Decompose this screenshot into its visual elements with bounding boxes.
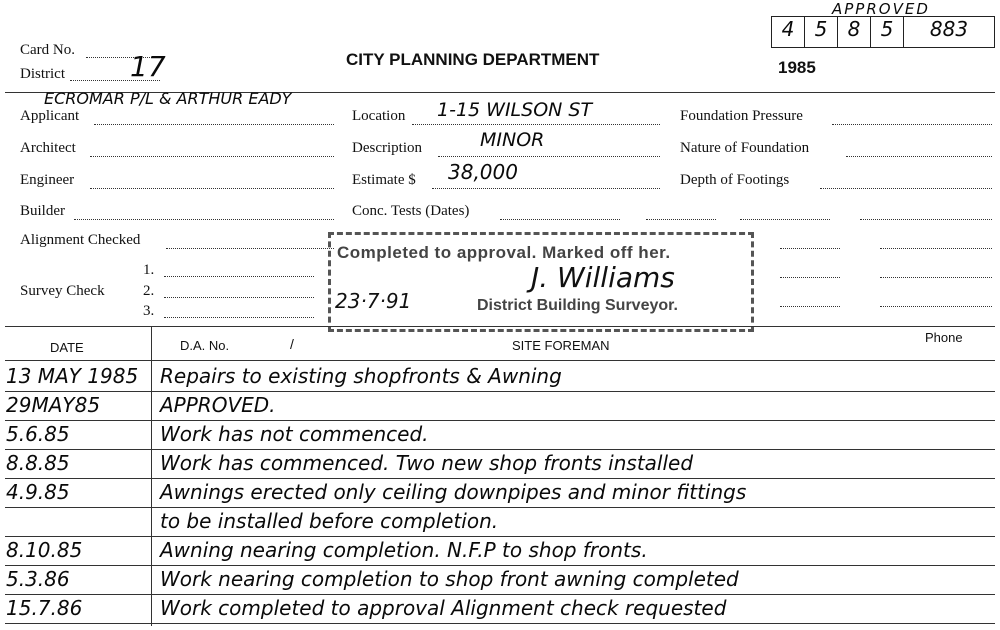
survey-1-label: 1.: [143, 262, 155, 278]
depth-footings-line: [820, 188, 992, 189]
phone-header: Phone: [925, 330, 963, 345]
log-row-text: Work completed to approval Alignment check requested: [160, 596, 727, 620]
log-row-text: APPROVED.: [160, 393, 276, 417]
alignment-line: [166, 248, 334, 249]
log-row-text: Awning nearing completion. N.F.P to shop fronts.: [160, 538, 648, 562]
nature-foundation-label: Nature of Foundation: [680, 140, 810, 156]
description-line: [438, 156, 660, 157]
conc-tests-label: Conc. Tests (Dates): [352, 203, 470, 219]
survey-2-line: [164, 297, 314, 298]
card-no-label: Card No.: [20, 42, 75, 58]
applicant-line: [94, 124, 334, 125]
blank-line: [780, 306, 840, 307]
log-row-date: 8.10.85: [6, 538, 83, 562]
log-row-rule: [5, 507, 995, 508]
estimate-label: Estimate $: [352, 172, 416, 188]
log-row-date: 29MAY85: [6, 393, 101, 417]
date-column-divider: [151, 326, 152, 626]
stamp-date: 23·7·91: [335, 289, 412, 313]
log-row-rule: [5, 536, 995, 537]
log-row-text: Work has commenced. Two new shop fronts installed: [160, 451, 694, 475]
approved-stamp: APPROVED: [832, 0, 930, 18]
conc-line-3: [740, 219, 830, 220]
log-row-rule: [5, 623, 995, 624]
log-row-text: Repairs to existing shopfronts & Awning: [160, 364, 562, 388]
log-row-text: Work nearing completion to shop front awning completed: [160, 567, 739, 591]
log-row-date: 15.7.86: [6, 596, 83, 620]
log-row-date: 5.3.86: [6, 567, 70, 591]
district-value: 17: [130, 50, 166, 83]
conc-line-1: [500, 219, 620, 220]
log-row-date: 8.8.85: [6, 451, 70, 475]
location-label: Location: [352, 108, 406, 124]
blank-line: [780, 248, 840, 249]
log-row-rule: [5, 391, 995, 392]
log-row-date: 4.9.85: [6, 480, 70, 504]
year: 1985: [778, 58, 816, 77]
log-row-date: 5.6.85: [6, 422, 70, 446]
log-row-text: Work has not commenced.: [160, 422, 429, 446]
blank-line: [780, 277, 840, 278]
approval-box: 5: [871, 17, 904, 47]
stamp-line-1: Completed to approval. Marked off her.: [337, 243, 671, 262]
log-row-rule: [5, 594, 995, 595]
survey-3-line: [164, 317, 314, 318]
approval-box: 8: [838, 17, 871, 47]
builder-label: Builder: [20, 203, 65, 219]
district-label: District: [20, 66, 65, 82]
engineer-line: [90, 188, 334, 189]
alignment-label: Alignment Checked: [20, 232, 141, 248]
conc-line-4: [860, 219, 992, 220]
blank-line: [880, 248, 992, 249]
site-foreman-header: SITE FOREMAN: [512, 338, 610, 353]
log-row-rule: [5, 420, 995, 421]
builder-line: [74, 219, 334, 220]
da-slash: /: [290, 336, 294, 352]
approval-box: 5: [805, 17, 838, 47]
survey-2-label: 2.: [143, 283, 155, 299]
foundation-pressure-line: [832, 124, 992, 125]
depth-footings-label: Depth of Footings: [680, 172, 790, 188]
log-row-text: Awnings erected only ceiling downpipes and minor fittings: [160, 480, 747, 504]
stamp-signature: J. Williams: [531, 261, 675, 294]
foundation-pressure-label: Foundation Pressure: [680, 108, 803, 124]
location-line: [412, 124, 660, 125]
da-no-header: D.A. No.: [180, 338, 230, 353]
description-value: MINOR: [480, 129, 545, 151]
log-top-rule: [5, 326, 995, 327]
location-value: 1-15 WILSON ST: [437, 99, 593, 121]
log-row-rule: [5, 449, 995, 450]
blank-line: [880, 277, 992, 278]
survey-1-line: [164, 276, 314, 277]
stamp-role: District Building Surveyor.: [477, 297, 678, 314]
description-label: Description: [352, 140, 422, 156]
blank-line: [880, 306, 992, 307]
log-row-rule: [5, 478, 995, 479]
architect-label: Architect: [20, 140, 76, 156]
architect-line: [90, 156, 334, 157]
completion-stamp: [328, 232, 754, 332]
approval-box: 883: [929, 17, 969, 41]
applicant-value: ECROMAR P/L & ARTHUR EADY: [44, 89, 292, 108]
approval-box: 4: [772, 17, 805, 47]
log-row-text: to be installed before completion.: [160, 509, 499, 533]
estimate-value: 38,000: [448, 160, 518, 184]
survey-label: Survey Check: [20, 283, 105, 299]
conc-line-2: [646, 219, 716, 220]
page-title: CITY PLANNING DEPARTMENT: [346, 50, 600, 69]
engineer-label: Engineer: [20, 172, 75, 188]
estimate-line: [432, 188, 660, 189]
date-column-header: DATE: [50, 340, 84, 355]
survey-3-label: 3.: [143, 303, 155, 319]
log-row-rule: [5, 565, 995, 566]
nature-foundation-line: [846, 156, 992, 157]
log-header-rule: [5, 360, 995, 361]
approval-number-boxes: [771, 16, 995, 48]
applicant-label: Applicant: [20, 108, 80, 124]
log-row-date: 13 MAY 1985: [6, 364, 139, 388]
